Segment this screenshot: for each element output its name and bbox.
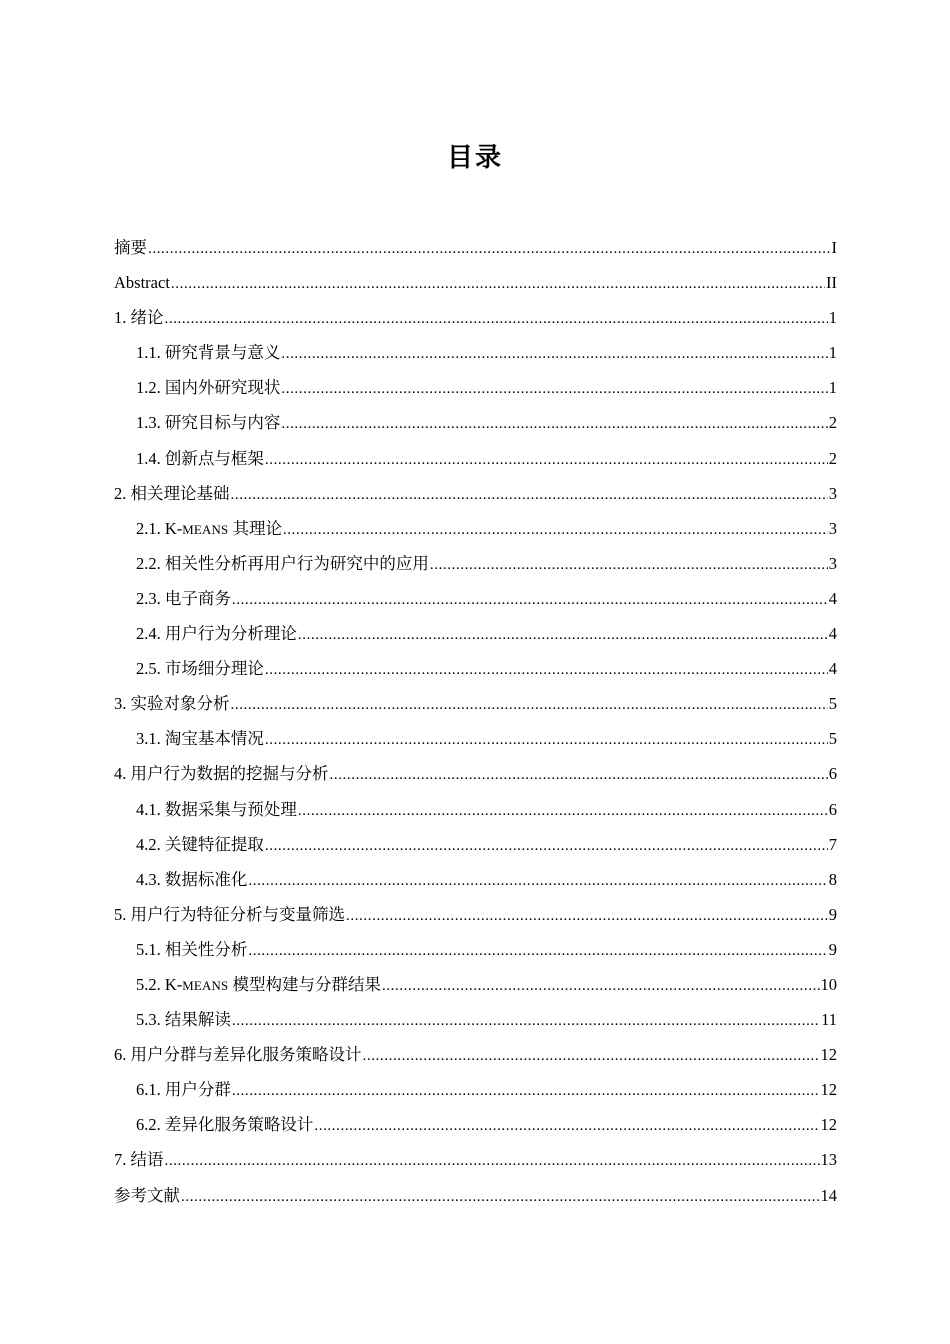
- toc-entry-page: 7: [828, 834, 837, 854]
- toc-entry-title: 5.2. K-MEANS 模型构建与分群结果: [136, 974, 381, 994]
- toc-dot-leader: [248, 934, 827, 969]
- page-title: 目录: [446, 143, 503, 173]
- toc-entry-title: 6. 用户分群与差异化服务策略设计: [114, 1045, 362, 1065]
- toc-entry-title: 2. 相关理论基础: [114, 483, 230, 503]
- toc-dot-leader: [314, 1109, 819, 1144]
- toc-entry-page: 2: [828, 413, 837, 433]
- toc-entry-page: 3: [828, 518, 837, 538]
- toc-entry-title: 6.2. 差异化服务策略设计: [136, 1115, 314, 1135]
- toc-entry-page: 13: [820, 1150, 837, 1170]
- toc-entry-page: 5: [828, 694, 837, 714]
- toc-entry-title: Abstract: [114, 273, 170, 293]
- toc-entry[interactable]: [114, 1178, 837, 1213]
- toc-entry[interactable]: [114, 1142, 837, 1177]
- toc-entry-page: II: [826, 273, 837, 293]
- toc-entry[interactable]: [114, 476, 837, 511]
- toc-entry-page: 6: [828, 764, 837, 784]
- toc-dot-leader: [248, 864, 827, 899]
- toc-entry[interactable]: [114, 686, 837, 721]
- toc-entry[interactable]: [114, 862, 837, 897]
- toc-entry-title: 1.2. 国内外研究现状: [136, 378, 281, 398]
- toc-dot-leader: [330, 758, 828, 793]
- toc-entry-title: 5.1. 相关性分析: [136, 939, 248, 959]
- toc-entry-page: I: [831, 238, 837, 257]
- toc-entry-title: 1.4. 创新点与框架: [136, 448, 264, 468]
- toc-dot-leader: [181, 1180, 820, 1215]
- toc-dot-leader: [281, 337, 827, 372]
- toc-entry[interactable]: [114, 932, 837, 967]
- toc-entry-page: 2: [828, 448, 837, 468]
- toc-entry-page: 12: [820, 1080, 837, 1100]
- toc-entry-page: 11: [821, 1010, 837, 1030]
- toc-entry-page: 12: [820, 1045, 837, 1065]
- toc-entry[interactable]: [114, 370, 837, 405]
- toc-dot-leader: [281, 407, 827, 442]
- toc-dot-leader: [363, 1039, 820, 1074]
- toc-entry[interactable]: [114, 511, 837, 546]
- toc-entry[interactable]: [114, 405, 837, 440]
- toc-entry-page: 8: [828, 869, 837, 889]
- toc-entry[interactable]: [114, 897, 837, 932]
- toc-entry[interactable]: [114, 546, 837, 581]
- toc-entry[interactable]: [114, 651, 837, 686]
- toc-dot-leader: [346, 899, 828, 934]
- toc-entry-title: 2.2. 相关性分析再用户行为研究中的应用: [136, 553, 429, 573]
- toc-entry-title: 1.1. 研究背景与意义: [136, 343, 281, 363]
- toc-entry[interactable]: [114, 967, 837, 1002]
- toc-dot-leader: [265, 653, 828, 688]
- toc-entry-page: 9: [828, 939, 837, 959]
- toc-dot-leader: [298, 618, 828, 653]
- toc-entry-title: 1.3. 研究目标与内容: [136, 413, 281, 433]
- toc-entry-title: 7. 结语: [114, 1150, 164, 1170]
- small-caps-text: MEANS: [182, 978, 229, 993]
- toc-entry-page: 4: [828, 659, 837, 679]
- toc-entry[interactable]: [114, 441, 837, 476]
- toc-entry-title: 摘要: [114, 238, 147, 257]
- toc-entry-title: 4.1. 数据采集与预处理: [136, 799, 297, 819]
- toc-entry[interactable]: [114, 1037, 837, 1072]
- toc-entry[interactable]: [114, 230, 837, 265]
- toc-dot-leader: [171, 267, 825, 302]
- toc-dot-leader: [231, 688, 828, 723]
- toc-entry[interactable]: [114, 265, 837, 300]
- toc-entry-title: 2.4. 用户行为分析理论: [136, 624, 297, 644]
- toc-entry-page: 14: [820, 1185, 837, 1205]
- toc-dot-leader: [148, 232, 831, 267]
- toc-dot-leader: [232, 1004, 820, 1039]
- toc-dot-leader: [283, 513, 828, 548]
- toc-entry[interactable]: [114, 300, 837, 335]
- toc-entry-page: 9: [828, 904, 837, 924]
- toc-entry-title: 参考文献: [114, 1185, 180, 1205]
- toc-entry-title: 2.1. K-MEANS 其理论: [136, 518, 282, 538]
- toc-entry-title: 6.1. 用户分群: [136, 1080, 231, 1100]
- toc-dot-leader: [165, 1144, 820, 1179]
- toc-entry-page: 3: [828, 553, 837, 573]
- table-of-contents: [114, 230, 837, 1213]
- toc-dot-leader: [265, 829, 828, 864]
- toc-entry[interactable]: [114, 335, 837, 370]
- toc-entry-page: 5: [828, 729, 837, 749]
- toc-dot-leader: [430, 548, 828, 583]
- toc-entry-title: 3.1. 淘宝基本情况: [136, 729, 264, 749]
- toc-entry-page: 1: [828, 343, 837, 363]
- toc-entry[interactable]: [114, 1107, 837, 1142]
- toc-entry-page: 4: [828, 588, 837, 608]
- toc-entry-title: 2.3. 电子商务: [136, 588, 231, 608]
- toc-entry-page: 1: [828, 378, 837, 398]
- toc-dot-leader: [165, 302, 828, 337]
- toc-entry-title: 4.3. 数据标准化: [136, 869, 248, 889]
- toc-entry[interactable]: [114, 721, 837, 756]
- small-caps-text: MEANS: [182, 522, 229, 537]
- toc-entry-page: 1: [828, 308, 837, 328]
- toc-entry[interactable]: [114, 792, 837, 827]
- toc-dot-leader: [265, 723, 828, 758]
- toc-dot-leader: [298, 794, 828, 829]
- toc-entry-page: 6: [828, 799, 837, 819]
- toc-entry-title: 3. 实验对象分析: [114, 694, 230, 714]
- toc-entry[interactable]: [114, 581, 837, 616]
- toc-entry[interactable]: [114, 756, 837, 791]
- toc-entry-title: 5. 用户行为特征分析与变量筛选: [114, 904, 345, 924]
- toc-dot-leader: [382, 969, 820, 1004]
- toc-entry[interactable]: [114, 1002, 837, 1037]
- toc-dot-leader: [232, 1074, 820, 1109]
- toc-entry[interactable]: [114, 827, 837, 862]
- toc-entry[interactable]: [114, 1072, 837, 1107]
- toc-dot-leader: [265, 443, 828, 478]
- toc-entry-title: 2.5. 市场细分理论: [136, 659, 264, 679]
- toc-entry-page: 12: [820, 1115, 837, 1135]
- toc-dot-leader: [281, 372, 827, 407]
- toc-entry[interactable]: [114, 616, 837, 651]
- toc-entry-title: 4. 用户行为数据的挖掘与分析: [114, 764, 329, 784]
- toc-entry-page: 4: [828, 624, 837, 644]
- toc-entry-page: 10: [820, 974, 837, 994]
- toc-entry-title: 5.3. 结果解读: [136, 1010, 231, 1030]
- toc-entry-title: 1. 绪论: [114, 308, 164, 328]
- toc-dot-leader: [231, 478, 828, 513]
- toc-dot-leader: [232, 583, 828, 618]
- toc-entry-page: 3: [828, 483, 837, 503]
- toc-entry-title: 4.2. 关键特征提取: [136, 834, 264, 854]
